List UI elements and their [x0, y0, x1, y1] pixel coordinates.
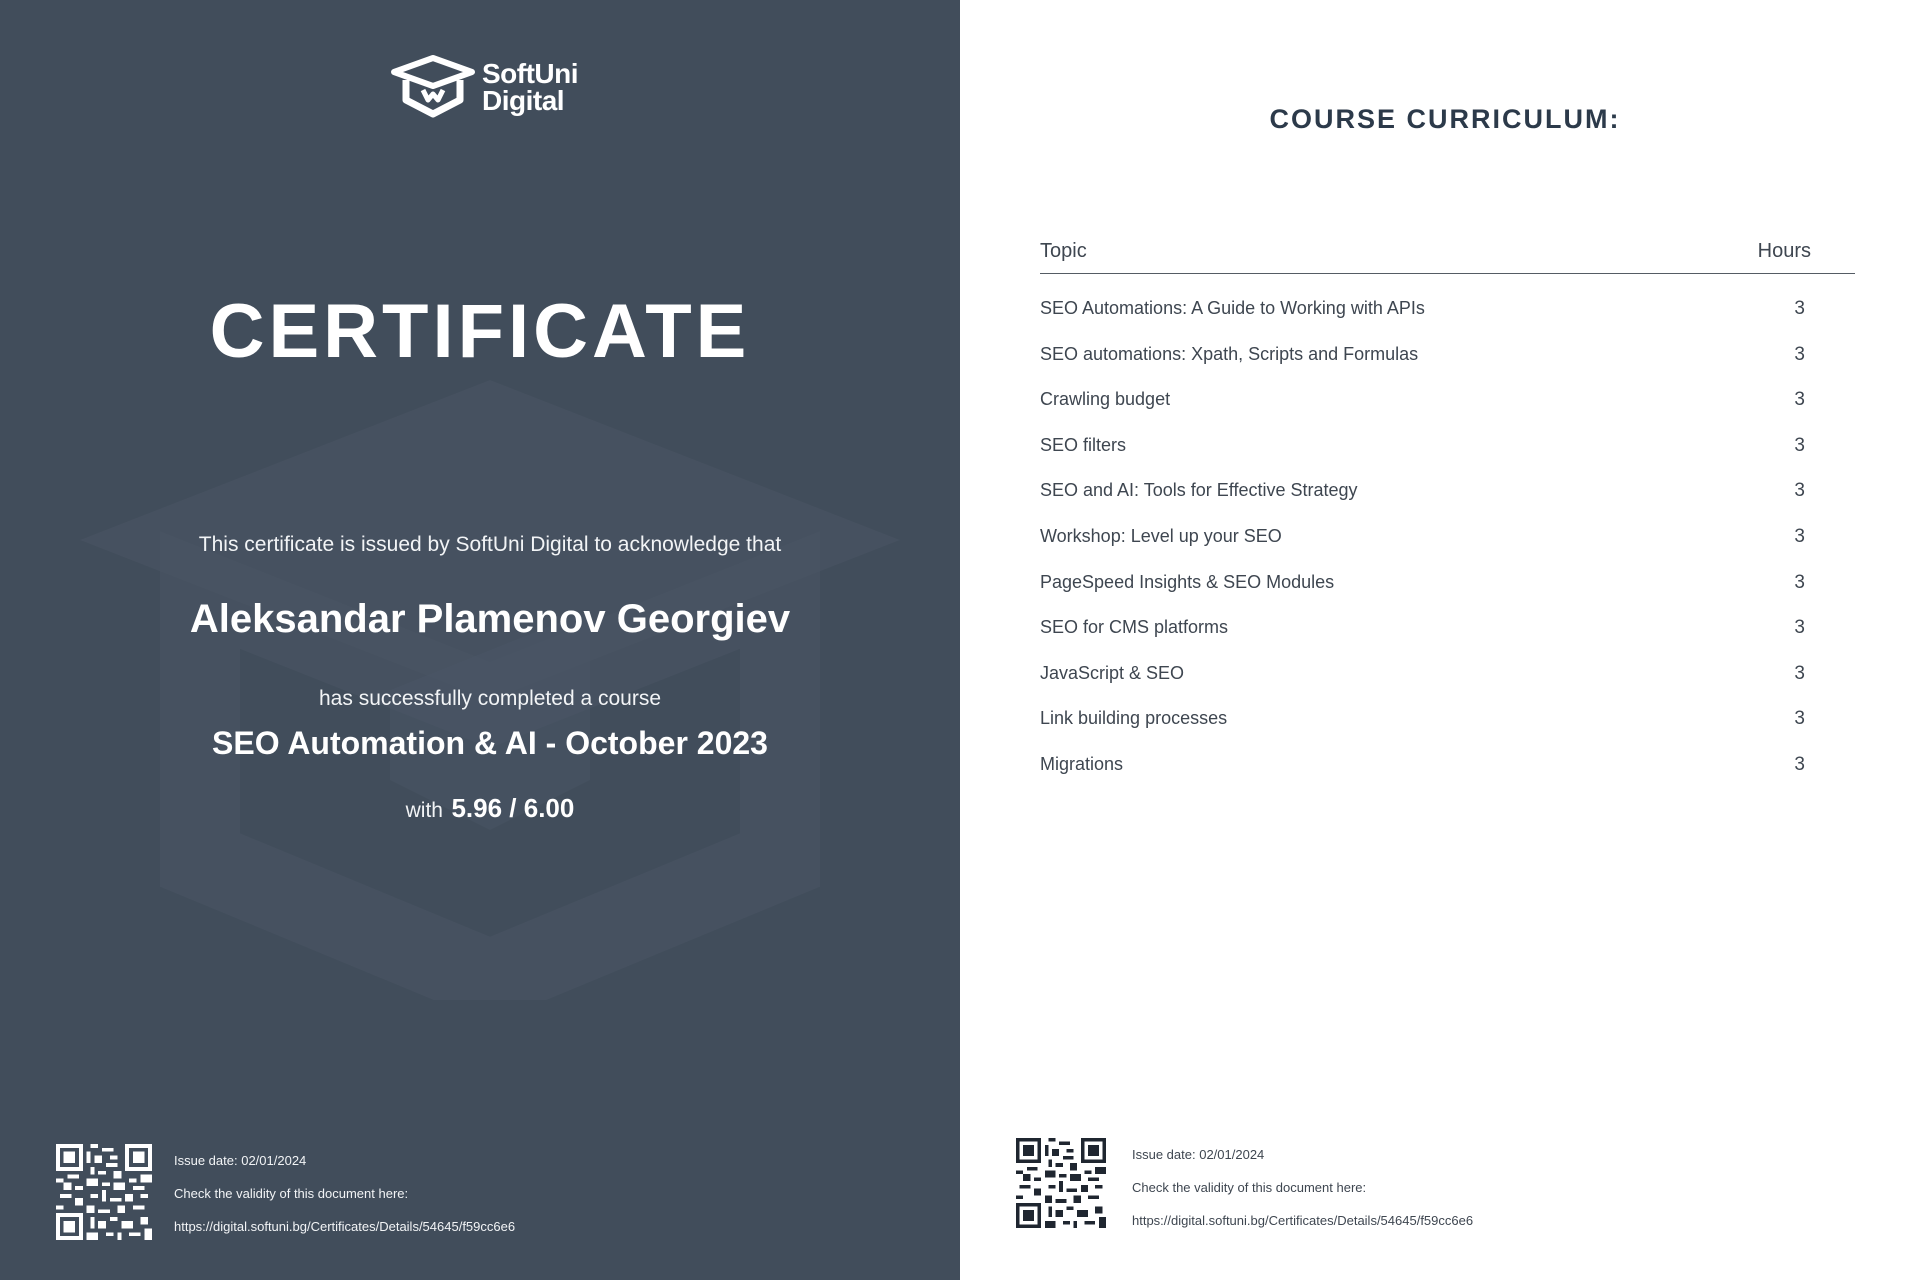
- grade-value: 5.96 / 6.00: [451, 793, 575, 823]
- curriculum-table: [1040, 238, 1855, 776]
- row-hours: 3: [1794, 662, 1805, 684]
- footer-text: [174, 1144, 515, 1243]
- logo-text: [482, 60, 578, 114]
- logo-brand-line1: SoftUni: [482, 58, 579, 89]
- table-row: [1040, 320, 1855, 366]
- table-row: [1040, 365, 1855, 411]
- row-topic: SEO automations: Xpath, Scripts and Formulas: [1040, 343, 1419, 364]
- graduation-cap-logo-icon: [390, 54, 476, 120]
- row-topic: Link building processes: [1040, 708, 1228, 729]
- table-row: [1040, 684, 1855, 730]
- grade-prefix: with: [405, 799, 443, 822]
- table-row: [1040, 593, 1855, 639]
- hexagon-watermark-icon: [60, 360, 920, 1000]
- logo-brand-line2: Digital: [482, 85, 565, 116]
- curriculum-title: COURSE CURRICULUM:: [1269, 104, 1621, 134]
- completion-text: has successfully completed a course: [319, 687, 661, 710]
- row-hours: 3: [1794, 753, 1805, 775]
- table-row: [1040, 502, 1855, 548]
- row-hours: 3: [1794, 571, 1805, 593]
- row-topic: SEO filters: [1040, 434, 1127, 455]
- row-topic: JavaScript & SEO: [1040, 662, 1185, 683]
- certificate-footer: [56, 1144, 756, 1240]
- row-topic: SEO and AI: Tools for Effective Strategy: [1040, 480, 1358, 501]
- row-topic: SEO for CMS platforms: [1040, 617, 1229, 638]
- validation-link[interactable]: https://digital.softuni.bg/Certificates/Details/54645/f59cc6e6: [174, 1219, 516, 1234]
- row-hours: 3: [1794, 298, 1805, 319]
- column-header-topic: Topic: [1040, 240, 1087, 262]
- table-row: [1040, 274, 1855, 320]
- curriculum-footer: [1016, 1138, 1716, 1228]
- row-hours: 3: [1794, 708, 1805, 730]
- row-topic: SEO Automations: A Guide to Working with APIs: [1040, 298, 1425, 318]
- validity-text: Check the validity of this document here:: [1132, 1180, 1367, 1195]
- course-name: SEO Automation & AI - October 2023: [212, 725, 768, 761]
- curriculum-panel: [960, 0, 1920, 1280]
- row-hours: 3: [1794, 480, 1805, 502]
- certificate-intro: This certificate is issued by SoftUni Digital to acknowledge that: [198, 533, 782, 556]
- table-body: [1040, 274, 1855, 776]
- softuni-digital-logo: [390, 52, 600, 122]
- issue-date: Issue date: 02/01/2024: [174, 1153, 307, 1168]
- certificate-title: CERTIFICATE: [209, 289, 751, 374]
- issue-date: Issue date: 02/01/2024: [1132, 1147, 1265, 1162]
- table-header: [1040, 238, 1855, 274]
- validation-link[interactable]: https://digital.softuni.bg/Certificates/Details/54645/f59cc6e6: [1132, 1213, 1474, 1228]
- row-topic: PageSpeed Insights & SEO Modules: [1040, 571, 1335, 592]
- footer-text: [1132, 1138, 1473, 1237]
- qr-code-icon: [56, 1144, 152, 1240]
- qr-code-icon: [1016, 1138, 1106, 1228]
- row-hours: 3: [1794, 617, 1805, 639]
- table-row: [1040, 548, 1855, 594]
- row-hours: 3: [1794, 434, 1805, 456]
- table-row: [1040, 411, 1855, 457]
- row-topic: Migrations: [1040, 753, 1124, 774]
- table-row: [1040, 730, 1855, 776]
- row-hours: 3: [1794, 389, 1805, 411]
- table-row: [1040, 456, 1855, 502]
- validity-text: Check the validity of this document here:: [174, 1186, 409, 1201]
- row-topic: Workshop: Level up your SEO: [1040, 525, 1282, 546]
- row-hours: 3: [1794, 525, 1805, 547]
- grade-line: [0, 793, 960, 824]
- row-topic: Crawling budget: [1040, 389, 1171, 410]
- table-row: [1040, 639, 1855, 685]
- row-hours: 3: [1794, 343, 1805, 365]
- recipient-name: Aleksandar Plamenov Georgiev: [189, 597, 791, 641]
- column-header-hours: Hours: [1757, 240, 1811, 262]
